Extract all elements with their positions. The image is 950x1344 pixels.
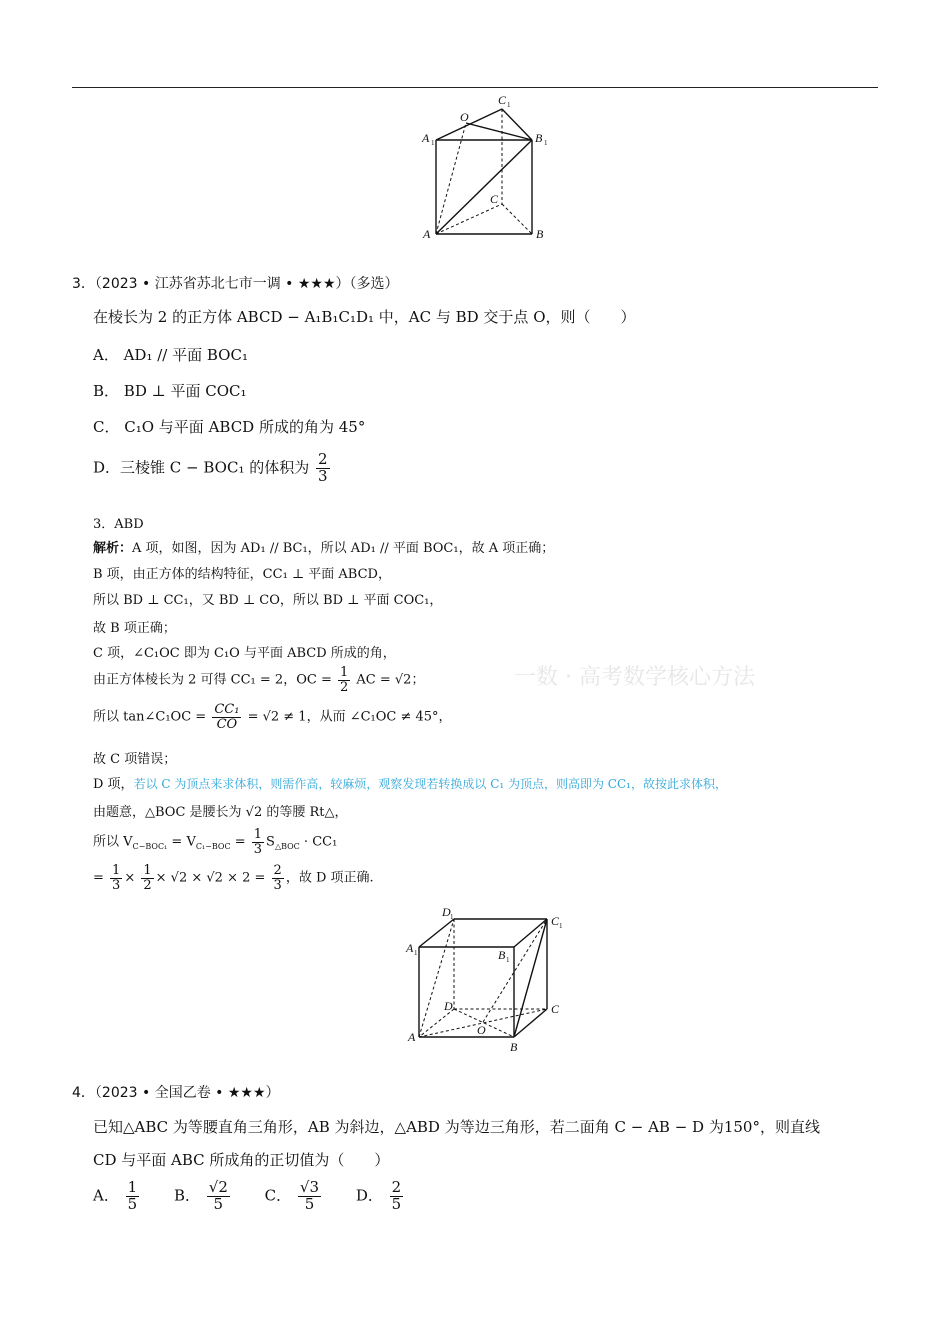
option-label: D． bbox=[355, 1186, 383, 1205]
q4-option-d bbox=[356, 1180, 405, 1213]
fig1-label-C1: C bbox=[498, 93, 507, 107]
fraction-denominator: 5 bbox=[213, 1194, 224, 1213]
q4-options bbox=[93, 1180, 433, 1213]
solution-line-11 bbox=[93, 828, 337, 856]
solution-line-12-fraction-1 bbox=[110, 864, 122, 892]
fig2-label-C1: C bbox=[551, 914, 560, 928]
solution-line-12-a: = bbox=[93, 870, 104, 886]
solution-line-11-e: · CC₁ bbox=[299, 834, 338, 850]
q3-option-b: B． BD ⊥ 平面 COC₁ bbox=[93, 382, 247, 400]
q4-header: 4．（2023 • 全国乙卷 • ★★★） bbox=[72, 1085, 280, 1101]
fraction-denominator: 3 bbox=[318, 466, 328, 485]
solution-line-11-sub-3: △BOC bbox=[274, 842, 300, 852]
fraction-denominator: 5 bbox=[304, 1194, 315, 1213]
solution-line-3: 所以 BD ⊥ CC₁，又 BD ⊥ CO，所以 BD ⊥ 平面 COC₁， bbox=[93, 593, 443, 608]
solution-line-6 bbox=[93, 666, 424, 694]
option-label: A． bbox=[93, 1186, 119, 1205]
solution-hint: 若以 C 为顶点来求体积，则需作高，较麻烦，观察发现若转换成以 C₁ 为顶点，则高即为 CC₁，故按此求体积， bbox=[133, 777, 727, 791]
q4-option-a bbox=[93, 1180, 141, 1213]
solution-line-1-text: A 项，如图，因为 AD₁ // BC₁，所以 AD₁ // 平面 BOC₁，故 A 项正确； bbox=[132, 541, 555, 556]
fig2-label-A1: A bbox=[406, 941, 414, 955]
q3-option-a: A． AD₁ // 平面 BOC₁ bbox=[93, 346, 248, 364]
q4-option-b bbox=[174, 1180, 232, 1213]
fraction-numerator: 1 bbox=[253, 827, 263, 842]
fraction-denominator: 3 bbox=[112, 877, 121, 893]
fig2-label-D: D bbox=[444, 999, 453, 1013]
solution-line-6-a: 由正方体棱长为 2 可得 CC₁ = 2，OC = bbox=[93, 672, 332, 688]
fig1-label-C1-sub: 1 bbox=[507, 101, 511, 109]
top-rule bbox=[72, 87, 878, 88]
fig2-label-A1-sub: 1 bbox=[414, 949, 418, 957]
solution-line-11-a: 所以 V bbox=[93, 834, 133, 850]
fig2-label-D1: D bbox=[442, 905, 451, 919]
solution-line-7-a: 所以 tan∠C₁OC = bbox=[93, 709, 207, 725]
solution-line-12-c: × √2 × √2 × 2 = bbox=[155, 870, 266, 886]
prism-figure bbox=[418, 92, 558, 242]
fig2-label-C: C bbox=[551, 1002, 560, 1016]
solution-line-12 bbox=[93, 864, 374, 892]
fraction-denominator: CO bbox=[216, 716, 238, 732]
solution-line-2: B 项，由正方体的结构特征，CC₁ ⊥ 平面 ABCD， bbox=[93, 567, 391, 582]
fig1-label-O: O bbox=[460, 110, 469, 124]
fraction-numerator: √2 bbox=[208, 1178, 228, 1196]
solution-line-7-b: = √2 ≠ 1，从而 ∠C₁OC ≠ 45°， bbox=[247, 709, 452, 725]
fig2-label-C1-sub: 1 bbox=[559, 922, 563, 930]
option-fraction bbox=[126, 1180, 140, 1213]
fraction-numerator: 2 bbox=[318, 450, 328, 468]
solution-line-11-d: S bbox=[266, 834, 275, 850]
cube-figure bbox=[402, 900, 572, 1055]
q3-option-d-text: D．三棱锥 C − BOC₁ 的体积为 bbox=[93, 458, 310, 477]
fig2-label-D1-sub: 1 bbox=[450, 913, 454, 921]
solution-line-7-fraction bbox=[212, 703, 241, 731]
fig1-label-B1-sub: 1 bbox=[544, 139, 548, 147]
solution-line-12-d: ，故 D 项正确. bbox=[285, 870, 374, 886]
fig2-label-B: B bbox=[510, 1040, 518, 1054]
solution-line-11-b: = V bbox=[167, 834, 196, 850]
solution-line-11-c: = bbox=[230, 834, 246, 850]
fig1-label-B1: B bbox=[535, 131, 543, 145]
fig2-label-O: O bbox=[477, 1023, 486, 1037]
q4-stem-line-2: CD 与平面 ABC 所成角的正切值为（ ） bbox=[93, 1151, 390, 1169]
fraction-numerator: 1 bbox=[112, 863, 121, 878]
q3-option-d-fraction bbox=[316, 452, 330, 485]
solution-line-12-fraction-3 bbox=[272, 864, 284, 892]
fig1-label-B: B bbox=[536, 227, 544, 241]
option-fraction bbox=[298, 1180, 321, 1213]
solution-line-6-fraction bbox=[338, 666, 350, 694]
solution-line-5: C 项，∠C₁OC 即为 C₁O 与平面 ABCD 所成的角， bbox=[93, 646, 396, 661]
option-label: B． bbox=[173, 1186, 200, 1205]
option-fraction bbox=[207, 1180, 230, 1213]
fig2-label-A: A bbox=[408, 1030, 416, 1044]
fig1-label-C: C bbox=[490, 192, 499, 206]
fraction-denominator: 5 bbox=[391, 1194, 402, 1213]
fraction-numerator: 1 bbox=[143, 863, 152, 878]
solution-line-9-a: D 项， bbox=[93, 777, 134, 792]
fraction-numerator: CC₁ bbox=[214, 702, 240, 717]
fraction-denominator: 2 bbox=[143, 877, 152, 893]
solution-line-12-fraction-2 bbox=[141, 864, 153, 892]
fraction-numerator: 2 bbox=[273, 863, 282, 878]
fraction-denominator: 2 bbox=[339, 679, 349, 695]
fig1-label-A1: A bbox=[422, 131, 430, 145]
q3-header: 3．（2023 • 江苏省苏北七市一调 • ★★★）（多选） bbox=[72, 276, 399, 292]
q3-option-d bbox=[93, 452, 332, 485]
option-label: C． bbox=[264, 1186, 292, 1205]
solution-line-4: 故 B 项正确； bbox=[93, 621, 176, 636]
solution-line-11-sub-2: C₁−BOC bbox=[195, 842, 231, 852]
watermark: 一数 · 高考数学核心方法 bbox=[514, 665, 755, 690]
q4-option-c bbox=[265, 1180, 323, 1213]
fig1-label-A1-sub: 1 bbox=[431, 139, 435, 147]
fraction-numerator: 2 bbox=[391, 1178, 402, 1196]
solution-line-11-fraction bbox=[252, 828, 264, 856]
solution-line-6-b: AC = √2； bbox=[356, 672, 425, 688]
solution-line-7 bbox=[93, 703, 452, 731]
solution-line-9 bbox=[93, 773, 727, 792]
solution-line-1 bbox=[93, 537, 554, 556]
solution-line-8: 故 C 项错误； bbox=[93, 752, 177, 767]
solution-line-12-b: × bbox=[124, 870, 136, 886]
fraction-denominator: 3 bbox=[253, 841, 263, 857]
solution-line-10: 由题意，△BOC 是腰长为 √2 的等腰 Rt△， bbox=[93, 805, 348, 820]
fraction-denominator: 5 bbox=[127, 1194, 138, 1213]
solution-line-11-sub-1: C−BOC₁ bbox=[132, 842, 168, 852]
fig2-label-B1-sub: 1 bbox=[506, 956, 510, 964]
fraction-numerator: √3 bbox=[299, 1178, 320, 1196]
fig1-label-A: A bbox=[423, 227, 431, 241]
q3-option-c: C． C₁O 与平面 ABCD 所成的角为 45° bbox=[93, 418, 366, 436]
fraction-numerator: 1 bbox=[339, 665, 349, 680]
solution-answer: 3．ABD bbox=[93, 517, 144, 532]
q4-stem-line-1: 已知△ABC 为等腰直角三角形，AB 为斜边，△ABD 为等边三角形，若二面角 C − AB − D 为150°，则直线 bbox=[93, 1118, 820, 1136]
option-fraction bbox=[390, 1180, 404, 1213]
fig2-label-B1: B bbox=[498, 948, 506, 962]
solution-label: 解析： bbox=[93, 541, 133, 556]
fraction-numerator: 1 bbox=[127, 1178, 138, 1196]
q3-stem: 在棱长为 2 的正方体 ABCD − A₁B₁C₁D₁ 中，AC 与 BD 交于点 O，则（ ） bbox=[93, 308, 636, 326]
fraction-denominator: 3 bbox=[273, 877, 282, 893]
